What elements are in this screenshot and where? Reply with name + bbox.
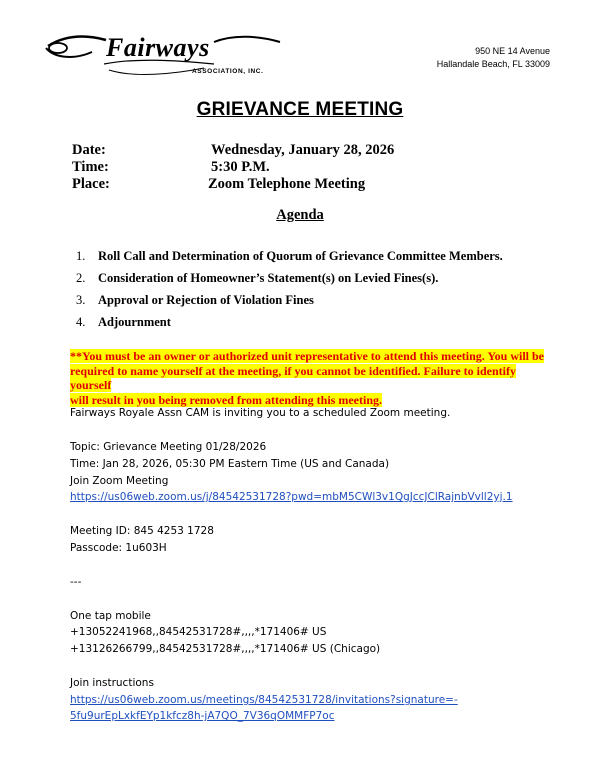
time-value: 5:30 P.M. <box>211 159 270 175</box>
agenda-item-text: Adjournment <box>98 315 171 329</box>
one-tap-label: One tap mobile <box>70 610 151 622</box>
passcode: Passcode: 1u603H <box>70 542 167 554</box>
agenda-item-number: 2. <box>76 271 86 285</box>
zoom-invite-text: Fairways Royale Assn CAM is inviting you to a scheduled Zoom meeting. <box>70 407 451 419</box>
separator: --- <box>70 576 82 588</box>
address-line-1: 950 NE 14 Avenue <box>475 46 550 56</box>
zoom-time: Time: Jan 28, 2026, 05:30 PM Eastern Time (US and Canada) <box>70 458 390 470</box>
one-tap-number-2: +13126266799,,84542531728#,,,,*171406# US (Chicago) <box>70 643 381 655</box>
time-label: Time: <box>72 159 109 175</box>
one-tap-number-1: +13052241968,,84542531728#,,,,*171406# US <box>70 626 327 638</box>
association-logo <box>44 28 284 80</box>
join-zoom-label: Join Zoom Meeting <box>70 475 169 487</box>
notice-line-2: required to name yourself at the meeting, if you cannot be identified. Failure to identify yourself <box>70 363 516 392</box>
agenda-item <box>76 293 314 308</box>
address-line-2: Hallandale Beach, FL 33009 <box>436 59 550 69</box>
agenda-item-number: 1. <box>76 249 86 263</box>
agenda-item <box>76 271 438 286</box>
agenda-item-number: 3. <box>76 293 86 307</box>
date-label: Date: <box>72 142 106 158</box>
attendance-notice <box>70 349 556 407</box>
join-zoom-link[interactable]: https://us06web.zoom.us/j/84542531728?pwd=mbM5CWl3v1QgJccJClRajnbVvll2yj.1 <box>70 491 513 503</box>
meeting-id: Meeting ID: 845 4253 1728 <box>70 525 214 537</box>
date-value: Wednesday, January 28, 2026 <box>211 142 395 158</box>
address-block <box>437 45 550 71</box>
agenda-item <box>76 315 171 330</box>
place-value: Zoom Telephone Meeting <box>208 176 366 192</box>
zoom-topic: Topic: Grievance Meeting 01/28/2026 <box>70 441 267 453</box>
logo-subtext: ASSOCIATION, INC. <box>192 68 264 75</box>
place-label: Place: <box>72 176 110 192</box>
join-instructions-link[interactable]: https://us06web.zoom.us/meetings/84542531728/invitations?signature=- <box>70 694 458 706</box>
agenda-item-text: Approval or Rejection of Violation Fines <box>98 293 314 307</box>
join-instructions-link-continued[interactable]: 5fu9urEpLxkfEYp1kfcz8h-jA7QO_7V36qOMMFP7oc <box>70 710 335 722</box>
agenda-item <box>76 249 503 264</box>
notice-line-3: will result in you being removed from attending this meeting. <box>70 392 382 407</box>
notice-line-1: **You must be an owner or authorized unit representative to attend this meeting. You will be <box>70 349 544 363</box>
agenda-item-text: Roll Call and Determination of Quorum of Grievance Committee Members. <box>98 249 503 263</box>
agenda-item-number: 4. <box>76 315 86 329</box>
join-instructions-label: Join instructions <box>70 677 154 689</box>
agenda-item-text: Consideration of Homeowner’s Statement(s) on Levied Fines(s). <box>98 271 439 285</box>
page-title: GRIEVANCE MEETING <box>196 99 404 120</box>
agenda-heading: Agenda <box>276 207 324 223</box>
logo-wordmark: Fairways <box>106 33 210 62</box>
